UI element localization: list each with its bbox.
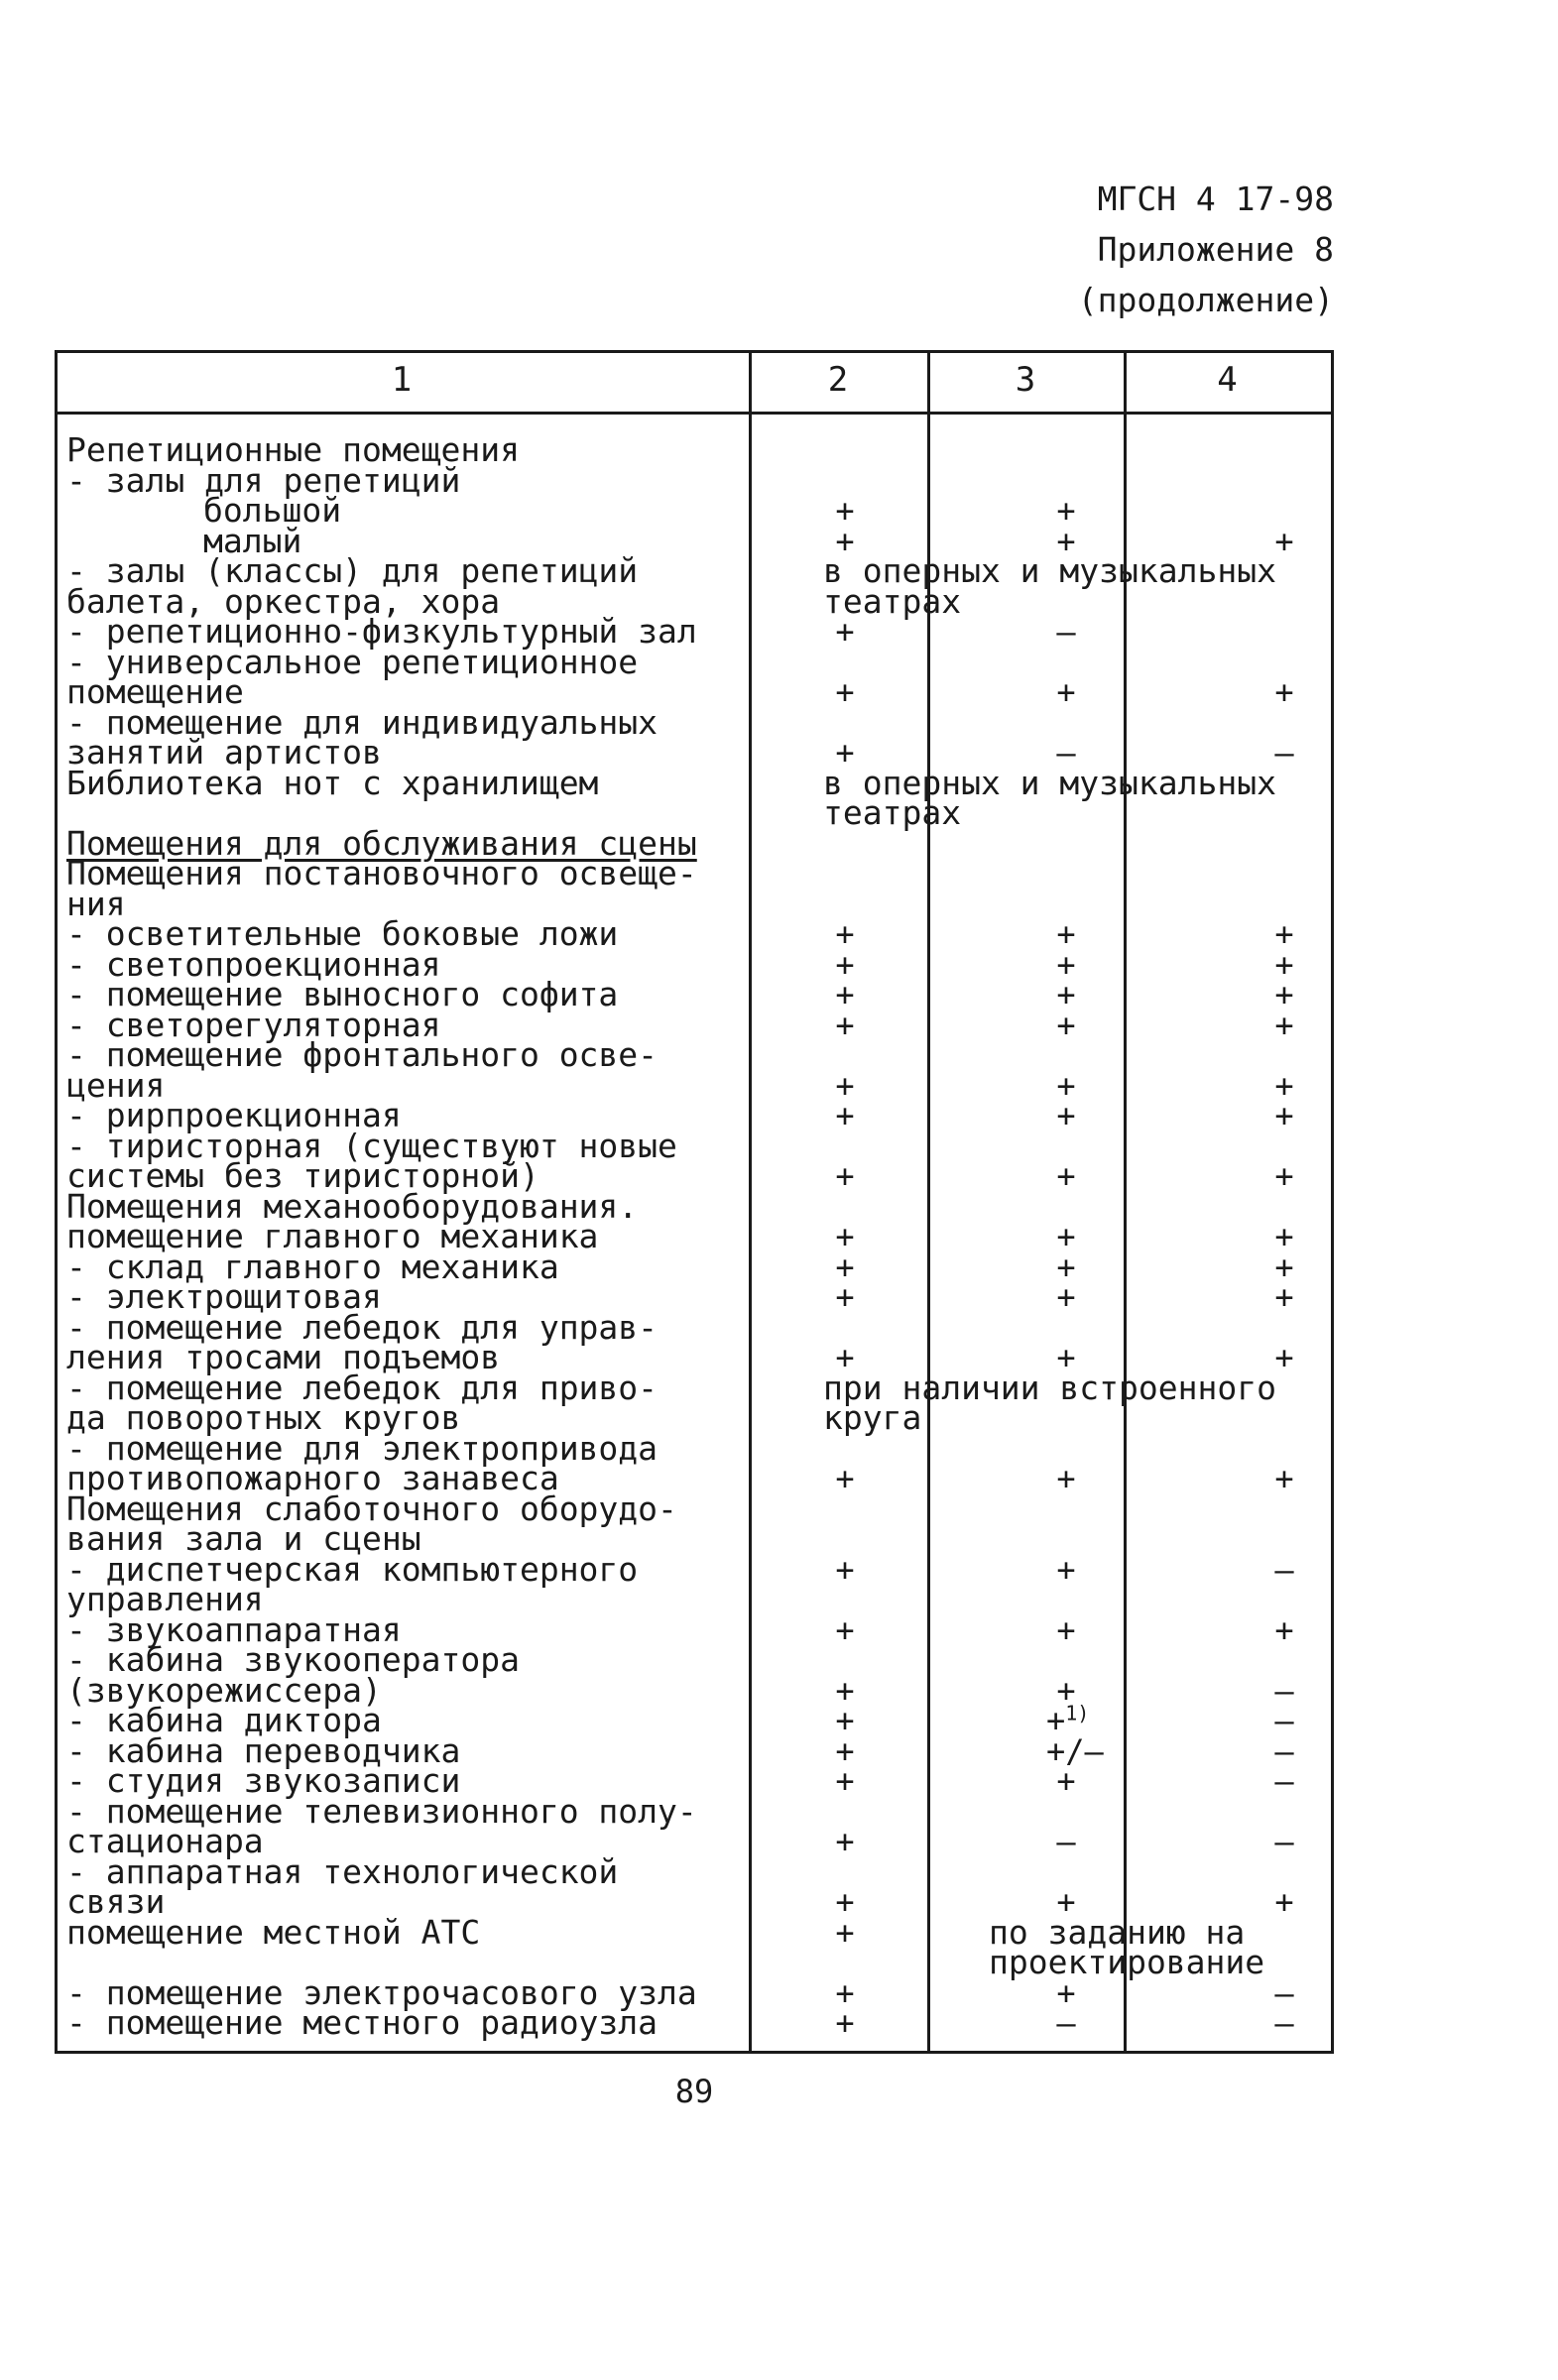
mark-value: – bbox=[1274, 734, 1294, 772]
row-label: - звукоаппаратная bbox=[66, 1609, 402, 1649]
row-label: - помещение лебедок для приво- bbox=[66, 1368, 659, 1407]
mark-value: + bbox=[835, 1823, 855, 1860]
col1-col2-divider bbox=[749, 350, 752, 2054]
row-label: Репетиционные помещения bbox=[66, 430, 520, 469]
mark-value: + bbox=[1056, 1066, 1076, 1105]
mark-value: + bbox=[835, 492, 855, 530]
row-label: - диспетчерская компьютерного bbox=[66, 1549, 639, 1589]
cell-mark-c2 bbox=[825, 1278, 865, 1316]
mark-value: + bbox=[1274, 1218, 1294, 1255]
row-label: - помещение телевизионного полу- bbox=[66, 1791, 697, 1831]
row-label: помещение главного механика bbox=[66, 1217, 599, 1255]
cell-mark-c3 bbox=[1046, 1550, 1086, 1589]
mark-value: + bbox=[835, 1883, 855, 1921]
row-label: Помещения для обслуживания сцены bbox=[66, 823, 697, 863]
cell-mark-c4 bbox=[1264, 1278, 1304, 1316]
cell-mark-c4 bbox=[1264, 1157, 1304, 1195]
row-label: - репетиционно-физкультурный зал bbox=[66, 612, 697, 651]
cell-mark-c2 bbox=[825, 1823, 865, 1860]
cell-mark-c4 bbox=[1264, 1460, 1304, 1497]
mark-value: + bbox=[835, 673, 855, 711]
row-label: малый bbox=[203, 521, 302, 560]
mark-value: + bbox=[1056, 1157, 1076, 1195]
cell-mark-c3 bbox=[1046, 2004, 1086, 2042]
mark-value: + bbox=[1056, 1671, 1076, 1710]
cell-mark-c2 bbox=[825, 1157, 865, 1195]
mark-value: – bbox=[1056, 613, 1076, 651]
appendix-label: Приложение 8 bbox=[1097, 230, 1334, 269]
page-number: 89 bbox=[674, 2073, 714, 2110]
mark-value: + bbox=[1056, 1278, 1076, 1316]
mark-value: + bbox=[835, 1550, 855, 1589]
column-number-4: 4 bbox=[1217, 360, 1238, 400]
mark-value: + bbox=[1274, 945, 1294, 984]
spanning-note: при наличии встроенного bbox=[823, 1368, 1276, 1407]
mark-value: + bbox=[835, 976, 855, 1013]
spanning-note: проектирование bbox=[989, 1943, 1265, 1981]
mark-value: + bbox=[1056, 1973, 1076, 2012]
mark-value: + bbox=[1056, 522, 1076, 560]
row-label: большой bbox=[203, 491, 342, 530]
spanning-note: театрах bbox=[823, 581, 962, 621]
row-label: Помещения механооборудования. bbox=[66, 1186, 639, 1226]
mark-value: + bbox=[835, 1097, 855, 1134]
column-number-3: 3 bbox=[1015, 360, 1036, 400]
document-header bbox=[992, 174, 1334, 325]
row-label: - осветительные боковые ложи bbox=[66, 914, 619, 953]
mark-value: + bbox=[1274, 1339, 1294, 1376]
mark-value: + bbox=[835, 1610, 855, 1649]
mark-value: + bbox=[835, 1278, 855, 1316]
cell-mark-c3 bbox=[1046, 1823, 1086, 1860]
mark-value: – bbox=[1274, 1973, 1294, 2012]
cell-mark-c2 bbox=[825, 1460, 865, 1497]
mark-value: +/– bbox=[1046, 1731, 1104, 1770]
mark-value: + bbox=[835, 915, 855, 953]
cell-mark-c2 bbox=[825, 613, 865, 651]
mark-value: – bbox=[1056, 734, 1076, 772]
cell-mark-c3 bbox=[1046, 1006, 1086, 1044]
mark-value: + bbox=[835, 1006, 855, 1044]
mark-value: + bbox=[1056, 1550, 1076, 1589]
row-label: - кабина переводчика bbox=[66, 1730, 461, 1770]
cell-mark-c4 bbox=[1264, 1006, 1304, 1044]
row-label: системы без тиристорной) bbox=[66, 1156, 539, 1195]
mark-value: + bbox=[1056, 1006, 1076, 1044]
row-label: - кабина звукооператора bbox=[66, 1640, 520, 1679]
cell-mark-c4 bbox=[1264, 1610, 1304, 1649]
row-label: - помещение для электропривода bbox=[66, 1428, 659, 1468]
mark-value: – bbox=[1056, 1823, 1076, 1860]
table-right-border bbox=[1331, 350, 1334, 2054]
mark-value: + bbox=[835, 1762, 855, 1800]
row-label: Библиотека нот с хранилищем bbox=[66, 763, 599, 802]
mark-value: + bbox=[1056, 1248, 1076, 1286]
row-label: - помещение для индивидуальных bbox=[66, 702, 659, 742]
mark-value: – bbox=[1274, 1731, 1294, 1770]
mark-value: – bbox=[1274, 1702, 1294, 1739]
row-label: (звукорежиссера) bbox=[66, 1670, 382, 1710]
spanning-note: театрах bbox=[823, 793, 962, 832]
mark-value: + bbox=[1046, 1702, 1066, 1739]
footnote-marker: 1) bbox=[1065, 1701, 1090, 1726]
mark-value: + bbox=[835, 1702, 855, 1739]
mark-value: – bbox=[1274, 1762, 1294, 1800]
column-number-1: 1 bbox=[391, 360, 413, 400]
mark-value: + bbox=[1056, 1610, 1076, 1649]
mark-value: + bbox=[1056, 915, 1076, 953]
mark-value: + bbox=[1274, 915, 1294, 953]
mark-value: + bbox=[835, 1671, 855, 1710]
cell-mark-c4 bbox=[1264, 1550, 1304, 1589]
column-number-2: 2 bbox=[827, 360, 849, 400]
mark-value: – bbox=[1056, 2004, 1076, 2042]
mark-value: + bbox=[835, 1460, 855, 1497]
cell-mark-c4 bbox=[1264, 673, 1304, 711]
mark-value: + bbox=[1056, 673, 1076, 711]
row-label: да поворотных кругов bbox=[66, 1398, 461, 1437]
mark-value: + bbox=[835, 734, 855, 772]
cell-mark-c2 bbox=[825, 1097, 865, 1134]
row-label: ления тросами подъемов bbox=[66, 1338, 501, 1376]
mark-value: + bbox=[835, 522, 855, 560]
mark-value: + bbox=[1056, 1460, 1076, 1497]
mark-value: + bbox=[1274, 1278, 1294, 1316]
mark-value: + bbox=[1274, 1248, 1294, 1286]
cell-mark-c4 bbox=[1264, 1097, 1304, 1134]
cell-mark-c3 bbox=[1046, 1278, 1086, 1316]
cell-mark-c2 bbox=[825, 673, 865, 711]
row-label: вания зала и сцены bbox=[66, 1519, 421, 1558]
cell-mark-c3 bbox=[1046, 1762, 1086, 1800]
mark-value: + bbox=[1274, 1460, 1294, 1497]
row-label: - универсальное репетиционное bbox=[66, 642, 639, 681]
row-label: балета, оркестра, хора bbox=[66, 581, 501, 621]
mark-value: – bbox=[1274, 1823, 1294, 1860]
mark-value: – bbox=[1274, 1550, 1294, 1589]
mark-value: + bbox=[1056, 1339, 1076, 1376]
mark-value: + bbox=[835, 1157, 855, 1195]
row-label: ния bbox=[66, 884, 126, 923]
table-left-border bbox=[55, 350, 58, 2054]
mark-value: + bbox=[835, 2004, 855, 2042]
mark-value: + bbox=[835, 1973, 855, 2012]
cell-mark-c4 bbox=[1264, 2004, 1304, 2042]
cell-mark-c4 bbox=[1264, 1883, 1304, 1921]
mark-value: – bbox=[1274, 1671, 1294, 1710]
mark-value: + bbox=[1056, 492, 1076, 530]
mark-value: + bbox=[1274, 1157, 1294, 1195]
row-label: - электрощитовая bbox=[66, 1277, 382, 1316]
table-bottom-border bbox=[55, 2051, 1334, 2054]
mark-value: + bbox=[835, 945, 855, 984]
mark-value: – bbox=[1274, 2004, 1294, 2042]
cell-mark-c2 bbox=[825, 1006, 865, 1044]
table-top-border bbox=[55, 350, 1334, 353]
spanning-note: круга bbox=[823, 1398, 922, 1437]
mark-value: + bbox=[835, 1218, 855, 1255]
row-label: - тиристорная (существуют новые bbox=[66, 1126, 677, 1165]
row-label: - кабина диктора bbox=[66, 1701, 382, 1739]
mark-value: + bbox=[835, 613, 855, 651]
row-label: - студия звукозаписи bbox=[66, 1761, 461, 1800]
row-label: - светорегуляторная bbox=[66, 1005, 441, 1044]
cell-mark-c2 bbox=[825, 1550, 865, 1589]
cell-mark-c3 bbox=[1046, 673, 1086, 711]
col3-col4-divider bbox=[1124, 350, 1127, 2054]
rooms-table bbox=[55, 350, 1334, 2054]
mark-value: + bbox=[1274, 1610, 1294, 1649]
row-label: помещение bbox=[66, 672, 244, 711]
row-label: Помещения постановочного освеще- bbox=[66, 854, 697, 892]
row-label: Помещения слаботочного оборудо- bbox=[66, 1488, 677, 1528]
cell-mark-c3 bbox=[1046, 1097, 1086, 1134]
mark-value: + bbox=[835, 1731, 855, 1770]
row-label: - залы для репетиций bbox=[66, 460, 461, 500]
row-label: помещение местной АТС bbox=[66, 1912, 481, 1952]
spanning-note: по заданию на bbox=[989, 1912, 1246, 1952]
mark-value: + bbox=[1274, 522, 1294, 560]
row-label: управления bbox=[66, 1580, 264, 1618]
row-label: связи bbox=[66, 1882, 166, 1921]
mark-value: + bbox=[1274, 673, 1294, 711]
row-label: - помещение лебедок для управ- bbox=[66, 1307, 659, 1347]
mark-value: + bbox=[1274, 1006, 1294, 1044]
row-label: - помещение электрочасового узла bbox=[66, 1972, 697, 2012]
mark-value: + bbox=[1056, 945, 1076, 984]
mark-value: + bbox=[1056, 976, 1076, 1013]
cell-mark-c3 bbox=[1046, 1610, 1086, 1649]
mark-value: + bbox=[835, 1248, 855, 1286]
cell-mark-c3 bbox=[1046, 613, 1086, 651]
row-label: - помещение местного радиоузла bbox=[66, 2003, 659, 2042]
row-label: - аппаратная технологической bbox=[66, 1851, 619, 1891]
row-label: занятий артистов bbox=[66, 733, 382, 772]
mark-value: + bbox=[1274, 976, 1294, 1013]
row-label: - залы (классы) для репетиций bbox=[66, 551, 639, 590]
row-label: цения bbox=[66, 1065, 166, 1105]
mark-value: + bbox=[835, 1066, 855, 1105]
row-label: - склад главного механика bbox=[66, 1247, 559, 1286]
row-label: стационара bbox=[66, 1822, 264, 1860]
mark-value: + bbox=[1056, 1762, 1076, 1800]
cell-mark-c2 bbox=[825, 2004, 865, 2042]
cell-mark-c4 bbox=[1264, 1823, 1304, 1860]
cell-mark-c3 bbox=[1046, 1460, 1086, 1497]
mark-value: + bbox=[835, 1913, 855, 1952]
cell-mark-c3 bbox=[1046, 1157, 1086, 1195]
mark-value: + bbox=[1056, 1218, 1076, 1255]
cell-mark-c4 bbox=[1264, 1762, 1304, 1800]
row-label: - рирпроекционная bbox=[66, 1096, 402, 1134]
spanning-note: в оперных и музыкальных bbox=[823, 763, 1276, 802]
cell-mark-c2 bbox=[825, 1610, 865, 1649]
row-label: - помещение выносного софита bbox=[66, 975, 619, 1013]
mark-value: + bbox=[1274, 1097, 1294, 1134]
cell-mark-c2 bbox=[825, 1913, 865, 1952]
mark-value: + bbox=[1056, 1097, 1076, 1134]
row-label: противопожарного занавеса bbox=[66, 1459, 559, 1497]
row-label: - светопроекционная bbox=[66, 944, 441, 984]
header-bottom-border bbox=[55, 412, 1334, 415]
row-label: - помещение фронтального осве- bbox=[66, 1035, 659, 1074]
mark-value: + bbox=[835, 1339, 855, 1376]
cell-mark-c2 bbox=[825, 1762, 865, 1800]
spanning-note: в оперных и музыкальных bbox=[823, 551, 1276, 590]
mark-value: + bbox=[1274, 1066, 1294, 1105]
document-code: МГСН 4 17-98 bbox=[1097, 179, 1334, 218]
mark-value: + bbox=[1056, 1883, 1076, 1921]
mark-value: + bbox=[1274, 1883, 1294, 1921]
continuation-label: (продолжение) bbox=[1077, 281, 1334, 319]
